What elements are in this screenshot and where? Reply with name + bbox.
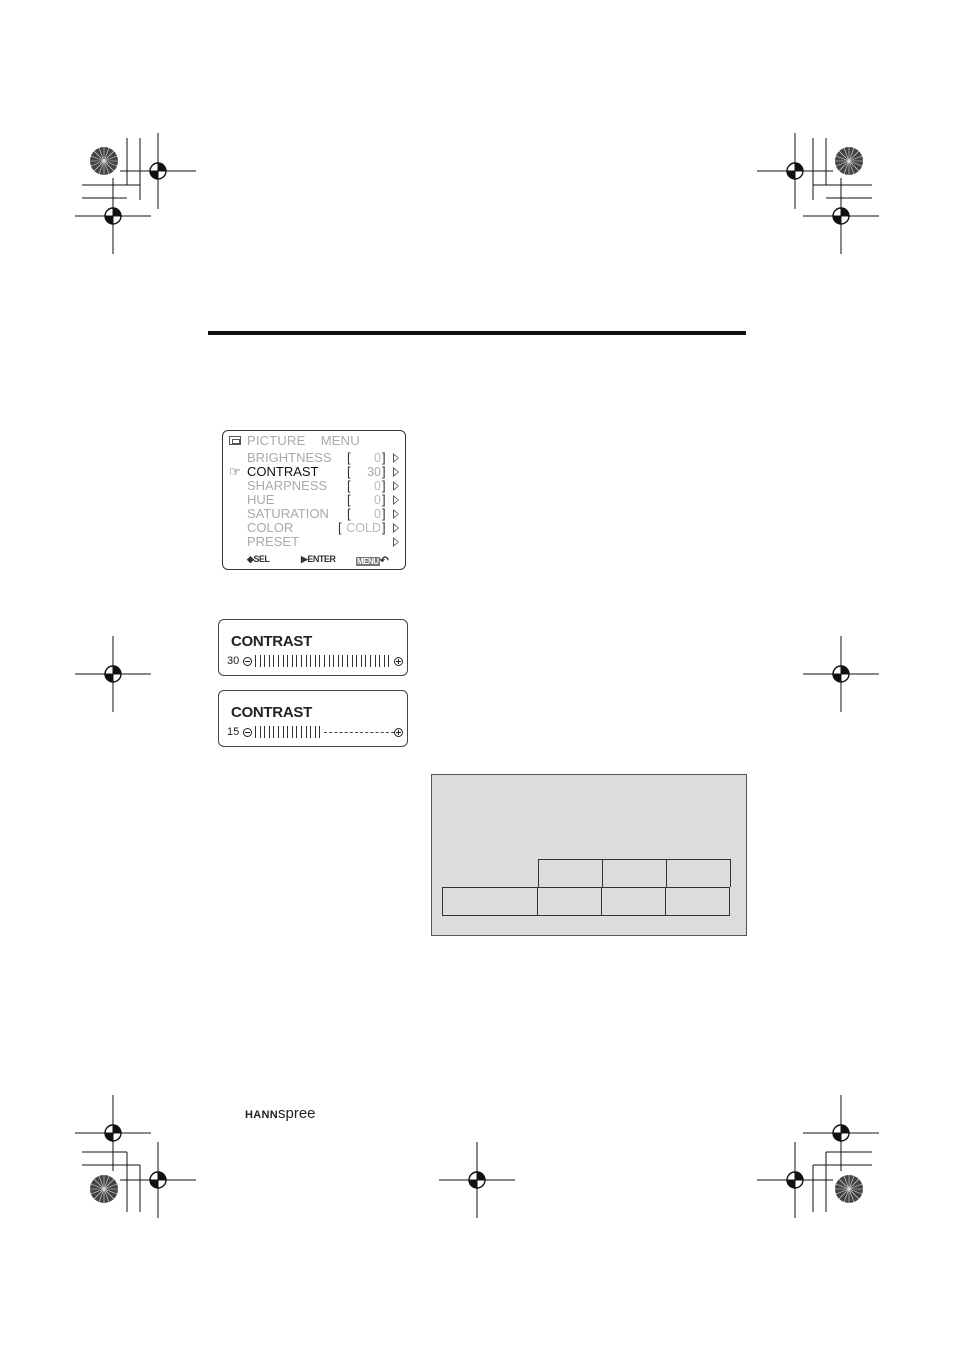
- bracket-open: [: [347, 464, 351, 479]
- brightness-value: 0: [374, 451, 381, 465]
- contrast-bar-title: CONTRAST: [231, 704, 312, 721]
- level-tick: [310, 655, 311, 667]
- level-tick: [255, 726, 256, 738]
- contrast-bar-value: 15: [227, 726, 240, 738]
- bracket-open: [: [347, 478, 351, 493]
- level-tick: [310, 726, 311, 738]
- minus-icon: [243, 657, 252, 666]
- bracket-close: ]: [382, 506, 386, 521]
- level-tick: [269, 726, 270, 738]
- level-tick: [292, 655, 293, 667]
- info-panel: [431, 774, 747, 936]
- menu-item-color[interactable]: COLOR: [247, 520, 294, 535]
- picture-icon: [229, 436, 241, 445]
- menu-title: PICTURE MENU: [247, 433, 360, 448]
- level-remaining: [324, 732, 394, 733]
- level-tick: [361, 655, 362, 667]
- level-tick: [329, 655, 330, 667]
- level-tick: [384, 655, 385, 667]
- level-tick: [347, 655, 348, 667]
- menu-hint: MENU↶: [357, 555, 389, 567]
- level-tick: [273, 726, 274, 738]
- level-tick: [319, 726, 320, 738]
- contrast-bar-title: CONTRAST: [231, 633, 312, 650]
- bracket-close: ]: [382, 520, 386, 535]
- level-tick: [255, 655, 256, 667]
- level-tick: [365, 655, 366, 667]
- level-tick: [315, 655, 316, 667]
- plus-icon: [394, 728, 403, 737]
- panel-table-body-row: [442, 887, 730, 916]
- arrow-right-icon: [393, 537, 399, 547]
- arrow-right-icon: [393, 481, 399, 491]
- return-arrow-icon: ↶: [379, 555, 389, 567]
- level-tick: [356, 655, 357, 667]
- panel-table-header-row: [538, 859, 731, 887]
- menu-item-brightness[interactable]: BRIGHTNESS: [247, 450, 332, 465]
- level-tick: [388, 655, 389, 667]
- level-tick: [287, 726, 288, 738]
- level-tick: [324, 655, 325, 667]
- level-tick: [264, 726, 265, 738]
- level-tick: [260, 655, 261, 667]
- level-tick: [301, 655, 302, 667]
- level-tick: [278, 726, 279, 738]
- level-tick: [315, 726, 316, 738]
- pointing-hand-icon: ☞: [229, 464, 241, 479]
- sharpness-value: 0: [374, 479, 381, 493]
- level-tick: [319, 655, 320, 667]
- menu-item-preset[interactable]: PRESET: [247, 534, 300, 549]
- select-hint: ◆SEL: [247, 554, 270, 564]
- level-tick: [370, 655, 371, 667]
- arrow-right-icon: [393, 453, 399, 463]
- bracket-open: [: [347, 506, 351, 521]
- hannspree-logo: HANNspree: [245, 1105, 316, 1122]
- level-tick: [269, 655, 270, 667]
- menu-item-sharpness[interactable]: SHARPNESS: [247, 478, 328, 493]
- level-tick: [296, 726, 297, 738]
- color-value: COLD: [346, 521, 381, 535]
- contrast-bar-value: 30: [227, 655, 240, 667]
- enter-hint: ▶ENTER: [301, 554, 336, 564]
- picture-menu-osd: [222, 430, 406, 570]
- bracket-open: [: [338, 520, 342, 535]
- saturation-value: 0: [374, 507, 381, 521]
- level-tick: [278, 655, 279, 667]
- level-tick: [338, 655, 339, 667]
- header-rule: [208, 331, 746, 335]
- level-tick: [273, 655, 274, 667]
- level-tick: [306, 655, 307, 667]
- hue-value: 0: [374, 493, 381, 507]
- diamond-icon: ◆: [247, 554, 254, 564]
- level-tick: [342, 655, 343, 667]
- level-tick: [287, 655, 288, 667]
- plus-icon: [394, 657, 403, 666]
- arrow-right-icon: [393, 509, 399, 519]
- menu-item-contrast[interactable]: CONTRAST: [247, 464, 319, 479]
- contrast-value: 30: [367, 465, 381, 479]
- level-tick: [352, 655, 353, 667]
- level-ticks: [255, 655, 395, 667]
- arrow-right-icon: [393, 495, 399, 505]
- level-tick: [306, 726, 307, 738]
- level-tick: [375, 655, 376, 667]
- arrow-right-icon: [393, 523, 399, 533]
- level-tick: [264, 655, 265, 667]
- level-tick: [379, 655, 380, 667]
- level-tick: [283, 726, 284, 738]
- bracket-close: ]: [382, 492, 386, 507]
- level-tick: [260, 726, 261, 738]
- bracket-close: ]: [382, 450, 386, 465]
- level-tick: [283, 655, 284, 667]
- level-tick: [301, 726, 302, 738]
- play-icon: ▶: [301, 554, 308, 564]
- level-tick: [292, 726, 293, 738]
- menu-item-saturation[interactable]: SATURATION: [247, 506, 329, 521]
- bracket-close: ]: [382, 478, 386, 493]
- menu-item-hue[interactable]: HUE: [247, 492, 275, 507]
- bracket-open: [: [347, 450, 351, 465]
- arrow-right-icon: [393, 467, 399, 477]
- contrast-bar-30: [218, 619, 408, 676]
- contrast-bar-15: [218, 690, 408, 747]
- bracket-open: [: [347, 492, 351, 507]
- level-tick: [296, 655, 297, 667]
- level-tick: [333, 655, 334, 667]
- minus-icon: [243, 728, 252, 737]
- bracket-close: ]: [382, 464, 386, 479]
